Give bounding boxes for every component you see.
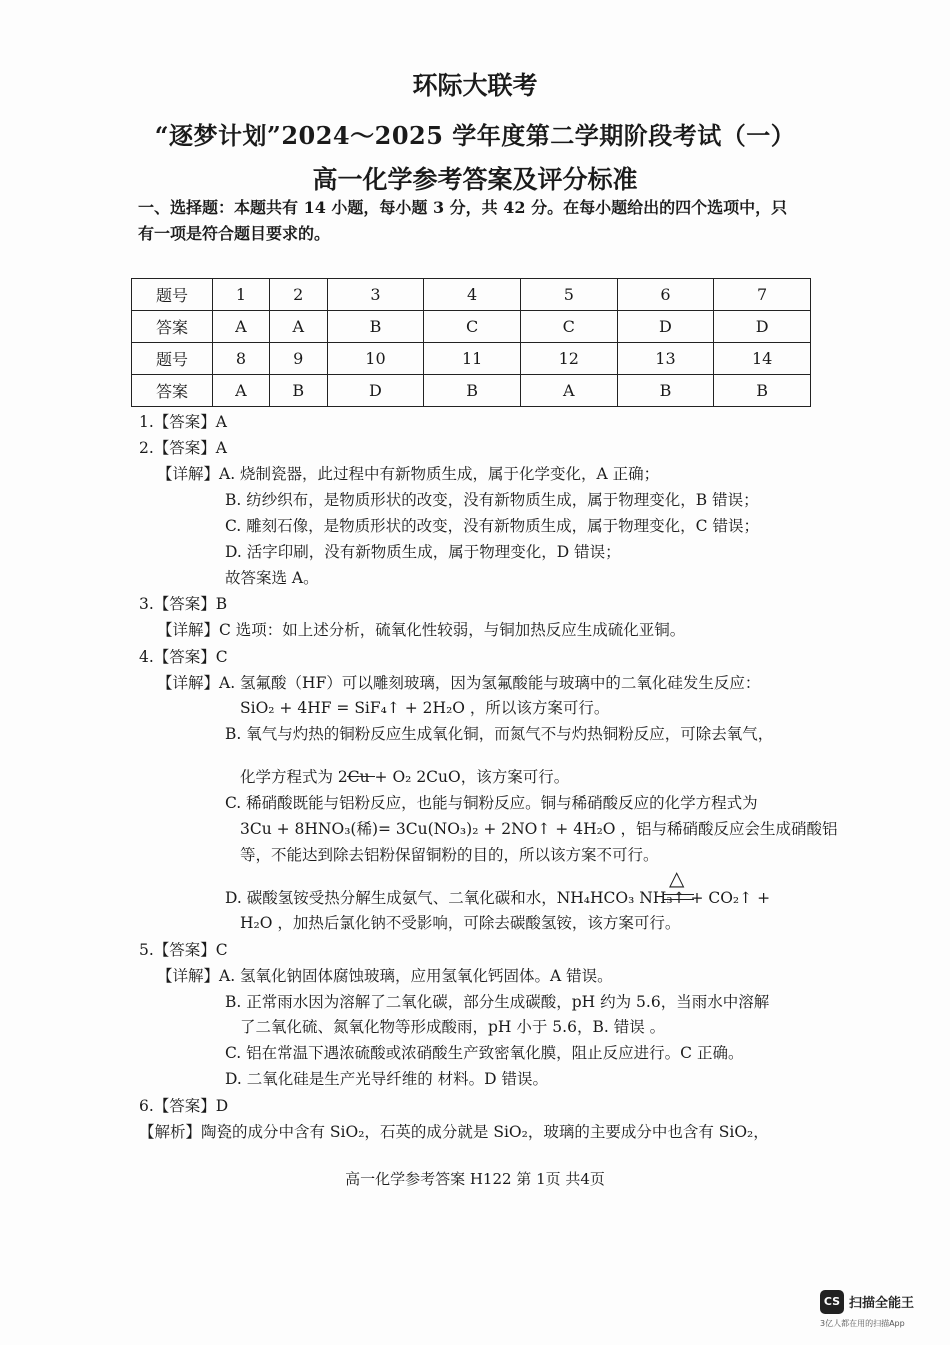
document-subtitle: 高一化学参考答案及评分标准	[312, 165, 638, 194]
reaction-line	[347, 776, 375, 777]
table-cell: 8	[213, 343, 270, 375]
text-line: D. 二氧化硅是生产光导纤维的 材料。D 错误。	[225, 1070, 549, 1088]
table-cell: B	[714, 375, 811, 407]
table-cell: 2	[269, 279, 327, 311]
table-cell: 5	[520, 279, 617, 311]
table-cell: A	[213, 375, 270, 407]
table-row	[132, 311, 811, 343]
table-cell: D	[617, 311, 714, 343]
text-line: C. 稀硝酸既能与铝粉反应，也能与铜粉反应。铜与稀硝酸反应的化学方程式为	[225, 794, 758, 812]
table-cell: B	[617, 375, 714, 407]
text-line: B. 氧气与灼热的铜粉反应生成氧化铜，而氮气不与灼热铜粉反应，可除去氧气，	[225, 725, 774, 743]
table-cell: 1	[213, 279, 270, 311]
table-cell: A	[269, 311, 327, 343]
text-line: 故答案选 A。	[225, 569, 319, 587]
intro-line: 有一项是符合题目要求的。	[138, 224, 331, 243]
text-line: C. 雕刻石像，是物质形状的改变，没有新物质生成，属于物理变化，C 错误；	[225, 517, 759, 535]
text-line: 【详解】A. 烧制瓷器，此过程中有新物质生成，属于化学变化，A 正确；	[157, 465, 660, 483]
table-cell: B	[269, 375, 327, 407]
text-line: 【详解】C 选项：如上述分析，硫氧化性较弱，与铜加热反应生成硫化亚铜。	[157, 621, 686, 639]
table-row-label: 题号	[132, 343, 213, 375]
text-line: 了二氧化硫、氮氧化物等形成酸雨，pH 小于 5.6，B. 错误 。	[240, 1018, 666, 1036]
table-cell: 3	[327, 279, 424, 311]
table-cell: 14	[714, 343, 811, 375]
text-line: D. 碳酸氢铵受热分解生成氨气、二氧化碳和水，NH₄HCO₃ NH₃↑ + CO₂↑ +	[225, 889, 771, 907]
intro-line: 一、选择题：本题共有 14 小题，每小题 3 分，共 42 分。在每小题给出的四个选项中，只	[138, 198, 788, 217]
table-row-label: 题号	[132, 279, 213, 311]
text-line: 【详解】A. 氢氟酸（HF）可以雕刻玻璃，因为氢氟酸能与玻璃中的二氧化硅发生反应：	[157, 674, 761, 692]
text-line: 2.【答案】A	[139, 439, 227, 457]
table-row	[132, 343, 811, 375]
watermark-tagline: 3亿人都在用的扫描App	[820, 1319, 905, 1328]
table-cell: B	[327, 311, 424, 343]
table-cell: 9	[269, 343, 327, 375]
table-cell: 4	[424, 279, 521, 311]
answer-table	[131, 278, 811, 407]
table-cell: B	[424, 375, 521, 407]
text-line: 【解析】陶瓷的成分中含有 SiO₂，石英的成分就是 SiO₂，玻璃的主要成分中也含有 SiO₂，	[139, 1123, 769, 1141]
exam-title: “逐梦计划”2024～2025 学年度第二学期阶段考试（一）	[154, 121, 796, 150]
text-line: B. 正常雨水因为溶解了二氧化碳，部分生成碳酸，pH 约为 5.6，当雨水中溶解	[225, 993, 770, 1011]
camscanner-logo-icon: CS	[820, 1290, 844, 1314]
text-line: SiO₂ + 4HF = SiF₄↑ + 2H₂O ，所以该方案可行。	[240, 699, 610, 717]
text-line: 化学方程式为 2Cu + O₂ 2CuO，该方案可行。	[240, 768, 570, 786]
text-line: 3.【答案】B	[139, 595, 228, 613]
scanner-watermark	[820, 1290, 935, 1330]
table-cell: 6	[617, 279, 714, 311]
table-cell: 11	[424, 343, 521, 375]
text-line: 4.【答案】C	[139, 648, 228, 666]
page-footer: 高一化学参考答案 H122 第 1页 共4页	[345, 1170, 605, 1188]
table-cell: 12	[520, 343, 617, 375]
table-cell: D	[327, 375, 424, 407]
heat-triangle: △	[669, 866, 685, 890]
table-cell: C	[424, 311, 521, 343]
section-intro	[138, 195, 818, 247]
text-line: 1.【答案】A	[139, 413, 227, 431]
table-cell: D	[714, 311, 811, 343]
table-cell: 7	[714, 279, 811, 311]
reaction-double-line	[664, 894, 694, 900]
text-line: H₂O ，加热后氯化钠不受影响，可除去碳酸氢铵，该方案可行。	[240, 914, 681, 932]
table-row	[132, 375, 811, 407]
text-line: 5.【答案】C	[139, 941, 228, 959]
text-line: D. 活字印刷，没有新物质生成，属于物理变化，D 错误；	[225, 543, 621, 561]
table-cell: A	[520, 375, 617, 407]
table-cell: 13	[617, 343, 714, 375]
table-cell: C	[520, 311, 617, 343]
watermark-name: 扫描全能王	[849, 1296, 915, 1311]
table-row	[132, 279, 811, 311]
table-row-label: 答案	[132, 375, 213, 407]
text-line: 6.【答案】D	[139, 1097, 229, 1115]
text-line: C. 铝在常温下遇浓硫酸或浓硝酸生产致密氧化膜，阻止反应进行。C 正确。	[225, 1044, 744, 1062]
table-cell: A	[213, 311, 270, 343]
text-line: 3Cu + 8HNO₃(稀)= 3Cu(NO₃)₂ + 2NO↑ + 4H₂O ，铝与稀硝酸反应会生成硝酸铝	[240, 820, 838, 838]
table-row-label: 答案	[132, 311, 213, 343]
text-line: B. 纺纱织布，是物质形状的改变，没有新物质生成，属于物理变化，B 错误；	[225, 491, 759, 509]
text-line: 【详解】A. 氢氧化钠固体腐蚀玻璃，应用氢氧化钙固体。A 错误。	[157, 967, 613, 985]
table-cell: 10	[327, 343, 424, 375]
text-line: 等，不能达到除去铝粉保留铜粉的目的，所以该方案不可行。	[240, 846, 659, 864]
org-title: 环际大联考	[412, 71, 538, 100]
